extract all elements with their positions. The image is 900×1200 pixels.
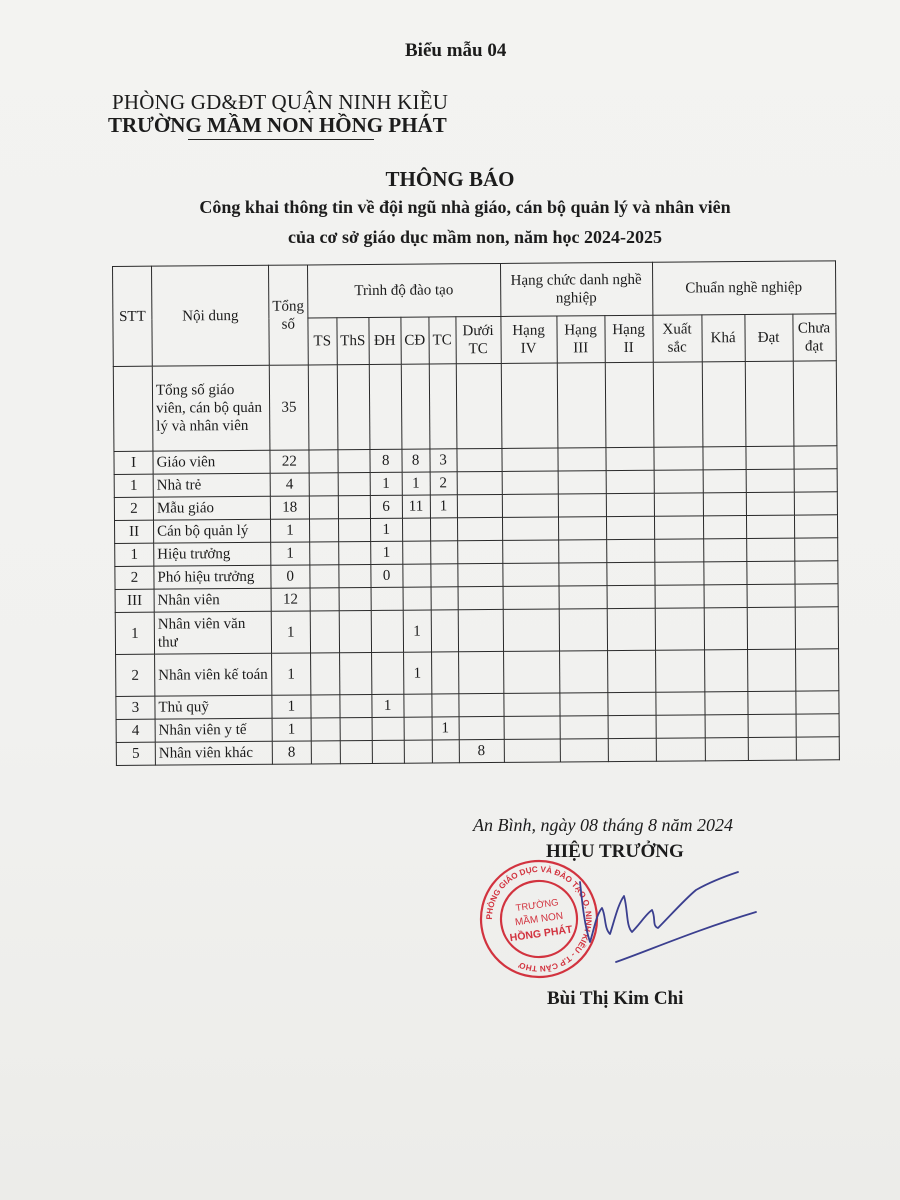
row-label: Cán bộ quản lý bbox=[153, 519, 270, 543]
row-cell bbox=[795, 607, 838, 649]
row-stt: 2 bbox=[115, 566, 154, 589]
school-name: TRƯỜNG MẦM NON HỒNG PHÁT bbox=[108, 113, 447, 137]
row-label: Nhân viên văn thư bbox=[154, 611, 271, 654]
row-cell bbox=[607, 585, 655, 608]
row-label: Thủ quỹ bbox=[155, 695, 272, 719]
row-cell bbox=[607, 692, 655, 715]
row-cell bbox=[457, 471, 502, 494]
row-cell bbox=[795, 691, 838, 714]
row-cell bbox=[457, 563, 502, 586]
row-cell bbox=[458, 586, 503, 609]
header-standard-good: Khá bbox=[701, 315, 744, 362]
row-cell bbox=[654, 516, 703, 539]
row-cell bbox=[401, 364, 430, 449]
row-stt: I bbox=[114, 451, 153, 474]
row-cell bbox=[653, 362, 703, 447]
document-subtitle-line1: Công khai thông tin về đội ngũ nhà giáo, cán bộ quản lý và nhân viên bbox=[199, 197, 731, 217]
row-cell bbox=[310, 588, 339, 611]
row-cell bbox=[403, 564, 431, 587]
row-cell bbox=[559, 693, 607, 716]
row-cell bbox=[608, 715, 656, 738]
row-cell bbox=[703, 539, 746, 562]
row-cell bbox=[703, 493, 746, 516]
row-cell bbox=[655, 608, 704, 650]
row-total: 1 bbox=[270, 519, 309, 542]
row-label: Nhân viên kế toán bbox=[155, 653, 272, 696]
row-cell bbox=[747, 649, 795, 691]
seal-line2: MẦM NON bbox=[514, 910, 564, 929]
row-total: 1 bbox=[272, 695, 311, 718]
row-cell bbox=[746, 561, 794, 584]
row-cell bbox=[458, 609, 503, 651]
row-cell bbox=[653, 447, 702, 470]
row-cell bbox=[794, 492, 837, 515]
row-cell bbox=[459, 716, 504, 739]
row-cell bbox=[339, 587, 371, 610]
row-cell bbox=[606, 539, 654, 562]
row-cell bbox=[705, 715, 748, 738]
header-training-cd: CĐ bbox=[401, 317, 429, 364]
row-stt: 4 bbox=[116, 719, 155, 742]
row-cell bbox=[796, 714, 839, 737]
row-label: Hiệu trưởng bbox=[154, 542, 271, 566]
row-cell bbox=[704, 608, 747, 650]
row-cell: 2 bbox=[430, 472, 457, 495]
staff-table-body bbox=[113, 361, 839, 766]
row-cell bbox=[338, 518, 370, 541]
place-date: An Bình, ngày 08 tháng 8 năm 2024 bbox=[473, 815, 733, 835]
row-cell: 3 bbox=[429, 449, 456, 472]
header-rank-iii: Hạng III bbox=[556, 316, 604, 363]
row-cell bbox=[558, 471, 606, 494]
row-cell: 0 bbox=[371, 564, 403, 587]
row-cell bbox=[746, 515, 794, 538]
row-cell bbox=[607, 650, 655, 692]
row-cell bbox=[703, 562, 746, 585]
row-cell bbox=[654, 470, 703, 493]
table-row bbox=[116, 649, 839, 697]
row-cell bbox=[431, 694, 458, 717]
row-cell bbox=[369, 364, 402, 449]
row-cell bbox=[795, 649, 838, 691]
row-total: 22 bbox=[270, 450, 309, 473]
row-cell bbox=[431, 652, 458, 694]
row-cell bbox=[656, 715, 705, 738]
row-cell bbox=[338, 495, 370, 518]
row-cell bbox=[702, 362, 746, 447]
row-cell bbox=[340, 717, 372, 740]
row-cell bbox=[794, 561, 837, 584]
row-cell bbox=[338, 472, 370, 495]
principal-signature bbox=[520, 860, 770, 970]
row-cell bbox=[655, 585, 704, 608]
row-cell bbox=[403, 587, 431, 610]
row-cell bbox=[501, 448, 557, 471]
row-cell bbox=[311, 695, 340, 718]
row-cell bbox=[504, 739, 560, 762]
row-cell bbox=[794, 538, 837, 561]
header-training-below-tc: Dưới TC bbox=[455, 316, 500, 363]
row-cell bbox=[503, 609, 559, 651]
row-cell bbox=[703, 516, 746, 539]
header-rank-iv: Hạng IV bbox=[500, 316, 556, 363]
table-row bbox=[115, 607, 838, 655]
row-stt: 1 bbox=[115, 612, 154, 654]
row-cell: 1 bbox=[370, 518, 402, 541]
row-cell bbox=[503, 693, 559, 716]
row-cell bbox=[557, 363, 606, 448]
row-cell bbox=[502, 517, 558, 540]
row-cell bbox=[311, 718, 340, 741]
row-label: Nhân viên bbox=[154, 588, 271, 612]
row-cell bbox=[748, 737, 796, 760]
row-cell bbox=[745, 361, 794, 446]
header-standard-group: Chuẩn nghề nghiệp bbox=[652, 261, 835, 315]
row-cell bbox=[310, 565, 339, 588]
row-cell: 1 bbox=[370, 472, 402, 495]
row-cell bbox=[559, 609, 607, 651]
row-cell: 8 bbox=[402, 449, 430, 472]
row-cell: 11 bbox=[402, 495, 430, 518]
row-label: Mẫu giáo bbox=[153, 496, 270, 520]
row-cell bbox=[794, 469, 837, 492]
row-stt: 5 bbox=[116, 742, 155, 765]
row-cell bbox=[340, 694, 372, 717]
row-cell bbox=[308, 365, 338, 450]
document-subtitle-line2: của cơ sở giáo dục mầm non, năm học 2024-2025 bbox=[288, 227, 662, 247]
header-training-tc: TC bbox=[428, 317, 455, 364]
row-cell bbox=[457, 494, 502, 517]
row-label: Phó hiệu trưởng bbox=[154, 565, 271, 589]
row-cell bbox=[746, 469, 794, 492]
row-stt: 3 bbox=[116, 696, 155, 719]
row-cell bbox=[456, 363, 502, 448]
row-cell: 1 bbox=[403, 610, 431, 652]
staff-table bbox=[112, 260, 839, 766]
row-stt: 2 bbox=[116, 654, 155, 696]
seal-line1: TRƯỜNG bbox=[514, 897, 560, 915]
seal-line3: HỒNG PHÁT bbox=[509, 923, 574, 945]
row-total: 1 bbox=[272, 653, 311, 695]
row-cell bbox=[605, 362, 654, 447]
row-cell bbox=[558, 540, 606, 563]
agency-name: PHÒNG GD&ĐT QUẬN NINH KIỀU bbox=[112, 90, 449, 114]
row-cell bbox=[504, 716, 560, 739]
school-name-underline bbox=[188, 139, 374, 140]
row-cell bbox=[338, 449, 370, 472]
row-total: 35 bbox=[269, 365, 308, 450]
header-standard-fail: Chưa đạt bbox=[792, 314, 835, 361]
row-cell bbox=[606, 516, 654, 539]
row-cell bbox=[310, 653, 339, 695]
row-cell bbox=[559, 651, 607, 693]
row-cell bbox=[429, 364, 457, 449]
row-cell bbox=[654, 493, 703, 516]
header-standard-excellent: Xuất sắc bbox=[652, 315, 701, 362]
row-cell bbox=[309, 496, 338, 519]
row-cell bbox=[371, 652, 403, 694]
row-cell bbox=[372, 740, 404, 763]
row-cell bbox=[704, 585, 747, 608]
row-cell bbox=[339, 610, 371, 652]
row-cell bbox=[655, 650, 704, 692]
row-cell bbox=[502, 471, 558, 494]
header-training-group: Trình độ đào tạo bbox=[307, 263, 500, 318]
row-cell bbox=[560, 739, 608, 762]
row-cell: 1 bbox=[402, 472, 430, 495]
row-total: 1 bbox=[271, 611, 310, 653]
row-cell bbox=[502, 494, 558, 517]
row-cell bbox=[338, 541, 370, 564]
row-cell bbox=[606, 470, 654, 493]
row-cell bbox=[340, 740, 372, 763]
row-cell bbox=[654, 562, 703, 585]
row-cell bbox=[704, 692, 747, 715]
row-cell bbox=[311, 741, 340, 764]
row-cell bbox=[458, 693, 503, 716]
row-cell bbox=[747, 607, 795, 649]
row-cell bbox=[503, 651, 559, 693]
row-cell bbox=[337, 364, 370, 449]
row-cell bbox=[503, 586, 559, 609]
row-total: 1 bbox=[272, 718, 311, 741]
row-cell bbox=[309, 542, 338, 565]
row-cell bbox=[339, 652, 371, 694]
row-label: Tổng số giáo viên, cán bộ quản lý và nhân viên bbox=[152, 365, 270, 451]
row-cell bbox=[502, 563, 558, 586]
row-cell bbox=[456, 448, 501, 471]
document-heading: THÔNG BÁO bbox=[385, 167, 515, 191]
row-cell: 1 bbox=[430, 495, 457, 518]
row-label: Nhân viên y tế bbox=[155, 718, 272, 742]
header-rank-group: Hạng chức danh nghề nghiệp bbox=[500, 262, 652, 316]
header-training-ts: TS bbox=[308, 318, 337, 365]
header-content: Nội dung bbox=[152, 265, 270, 366]
row-cell bbox=[558, 517, 606, 540]
row-label: Giáo viên bbox=[153, 450, 270, 474]
row-cell bbox=[309, 473, 338, 496]
row-cell: 1 bbox=[403, 652, 431, 694]
row-cell bbox=[430, 564, 457, 587]
row-cell bbox=[430, 518, 457, 541]
row-cell bbox=[402, 541, 430, 564]
row-cell bbox=[404, 694, 432, 717]
row-cell bbox=[457, 540, 502, 563]
row-cell bbox=[746, 538, 794, 561]
row-cell bbox=[310, 611, 339, 653]
row-cell bbox=[654, 539, 703, 562]
row-cell bbox=[560, 716, 608, 739]
header-total: Tổng số bbox=[268, 265, 307, 365]
row-cell bbox=[404, 717, 432, 740]
row-cell bbox=[457, 517, 502, 540]
row-cell bbox=[432, 740, 459, 763]
header-stt: STT bbox=[113, 266, 153, 366]
row-cell bbox=[747, 691, 795, 714]
row-total: 4 bbox=[270, 473, 309, 496]
row-cell: 1 bbox=[372, 694, 404, 717]
row-cell bbox=[339, 564, 371, 587]
row-cell bbox=[372, 717, 404, 740]
signer-title: HIỆU TRƯỞNG bbox=[546, 841, 684, 862]
row-total: 8 bbox=[272, 741, 311, 764]
header-rank-ii: Hạng II bbox=[604, 315, 652, 362]
row-cell bbox=[745, 446, 793, 469]
row-cell bbox=[404, 740, 432, 763]
row-cell bbox=[796, 737, 839, 760]
form-code: Biểu mẫu 04 bbox=[405, 40, 507, 61]
row-cell bbox=[747, 584, 795, 607]
row-cell: 1 bbox=[370, 541, 402, 564]
row-label: Nhân viên khác bbox=[155, 741, 272, 765]
row-cell bbox=[559, 586, 607, 609]
row-cell bbox=[794, 515, 837, 538]
row-cell: 8 bbox=[370, 449, 402, 472]
row-stt bbox=[113, 366, 153, 451]
row-cell: 1 bbox=[432, 717, 459, 740]
row-cell bbox=[702, 447, 745, 470]
row-cell bbox=[705, 738, 748, 761]
row-stt: 1 bbox=[115, 543, 154, 566]
row-cell bbox=[309, 450, 338, 473]
seal-ring-text: PHÒNG GIÁO DỤC VÀ ĐÀO TẠO Q. NINH KIỀU - T.P CẦN THƠ bbox=[484, 864, 594, 974]
row-total: 1 bbox=[271, 542, 310, 565]
row-cell bbox=[656, 738, 705, 761]
table-row bbox=[116, 737, 839, 766]
row-cell bbox=[309, 519, 338, 542]
row-total: 12 bbox=[271, 588, 310, 611]
row-cell bbox=[430, 541, 457, 564]
row-cell: 6 bbox=[370, 495, 402, 518]
row-cell bbox=[795, 584, 838, 607]
row-cell bbox=[606, 562, 654, 585]
row-cell bbox=[557, 448, 605, 471]
row-cell bbox=[607, 608, 655, 650]
row-cell bbox=[704, 650, 747, 692]
row-cell bbox=[558, 494, 606, 517]
row-cell bbox=[748, 714, 796, 737]
row-stt: III bbox=[115, 589, 154, 612]
row-cell bbox=[558, 563, 606, 586]
row-cell bbox=[703, 470, 746, 493]
row-cell bbox=[371, 610, 403, 652]
row-stt: 1 bbox=[114, 474, 153, 497]
row-cell bbox=[746, 492, 794, 515]
row-cell bbox=[655, 692, 704, 715]
row-cell bbox=[606, 493, 654, 516]
header-training-dh: ĐH bbox=[369, 317, 401, 364]
row-cell bbox=[608, 738, 656, 761]
row-cell bbox=[793, 446, 836, 469]
row-cell bbox=[458, 651, 503, 693]
row-total: 0 bbox=[271, 565, 310, 588]
row-stt: II bbox=[114, 520, 153, 543]
signer-name: Bùi Thị Kim Chi bbox=[547, 988, 684, 1009]
row-cell bbox=[502, 540, 558, 563]
row-cell bbox=[605, 447, 653, 470]
header-training-ths: ThS bbox=[337, 317, 369, 364]
row-cell bbox=[793, 361, 837, 446]
header-standard-pass: Đạt bbox=[744, 314, 792, 361]
row-cell bbox=[431, 610, 458, 652]
row-cell bbox=[371, 587, 403, 610]
row-cell: 8 bbox=[459, 739, 504, 762]
table-row bbox=[113, 361, 836, 452]
row-label: Nhà trẻ bbox=[153, 473, 270, 497]
row-cell bbox=[501, 363, 558, 448]
row-cell bbox=[402, 518, 430, 541]
row-cell bbox=[431, 587, 458, 610]
row-stt: 2 bbox=[114, 497, 153, 520]
row-total: 18 bbox=[270, 496, 309, 519]
